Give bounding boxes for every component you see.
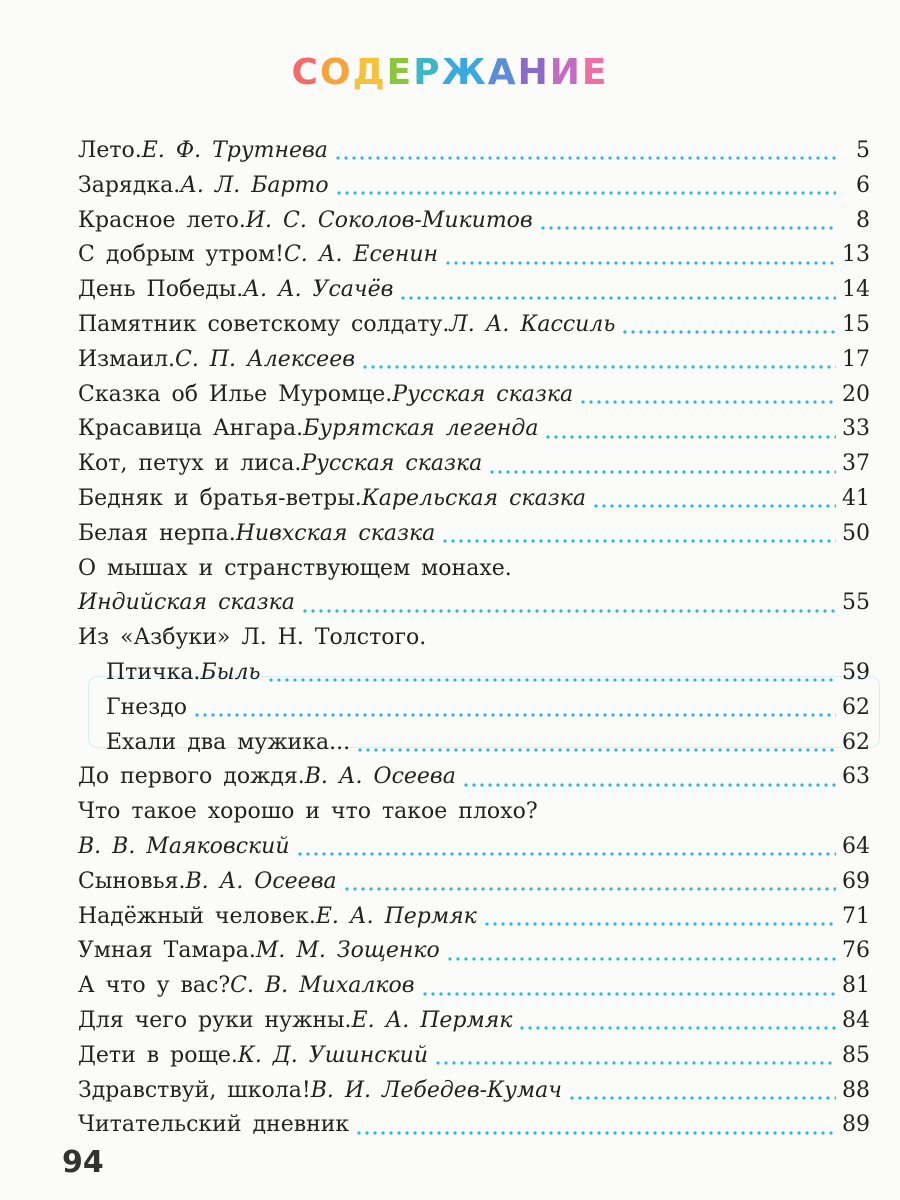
toc-entry-author: В. И. Лебедев-Кумач <box>310 1077 562 1103</box>
dot-leader <box>356 747 836 753</box>
title-letter: И <box>549 52 582 93</box>
toc-entry-title: Дети в роще. <box>78 1042 238 1068</box>
toc-entry-page: 50 <box>842 520 870 546</box>
toc-entry-title: Птичка. <box>106 659 201 685</box>
toc-entry-author: Нивхская сказка <box>235 520 436 546</box>
toc-entry-author: В. А. Осеева <box>185 868 337 894</box>
toc-entry-author: Русская сказка <box>301 451 483 477</box>
dot-leader <box>335 190 836 196</box>
toc-entry-page: 64 <box>842 833 870 859</box>
toc-entry-title: Здравствуй, школа! <box>78 1077 311 1103</box>
toc-entry-page: 63 <box>842 764 870 790</box>
toc-entry-author: В. А. Осеева <box>304 764 456 790</box>
dot-leader <box>462 782 836 788</box>
toc-entry[interactable] <box>78 238 870 273</box>
toc-entry[interactable] <box>78 447 870 482</box>
dot-leader <box>621 329 836 335</box>
dot-leader <box>421 991 836 997</box>
dot-leader <box>301 608 836 614</box>
toc-entry-author: С. П. Алексеев <box>175 346 356 372</box>
toc-entry-heading: Что такое хорошо и что такое плохо? <box>78 799 538 825</box>
toc-entry[interactable] <box>78 865 870 900</box>
dot-leader <box>267 677 836 683</box>
toc-entry-page: 8 <box>856 207 870 233</box>
toc-entry[interactable] <box>78 552 870 587</box>
dot-leader <box>539 225 836 231</box>
page-title <box>0 52 900 93</box>
toc-entry-author: А. А. Усачёв <box>243 277 394 303</box>
toc-entry[interactable] <box>78 900 870 935</box>
toc-entry-title: Красное лето. <box>78 207 246 233</box>
toc-entry-page: 15 <box>842 311 870 337</box>
dot-leader <box>361 364 836 370</box>
toc-entry-page: 59 <box>842 659 870 685</box>
title-letter: Н <box>517 52 550 93</box>
toc-entry-title: Сыновья. <box>78 868 186 894</box>
toc-entry[interactable] <box>78 760 870 795</box>
toc-entry-page: 88 <box>842 1077 870 1103</box>
title-letter: О <box>319 52 353 93</box>
toc-entry-author: А. Л. Барто <box>180 172 329 198</box>
toc-entry-page: 41 <box>842 485 870 511</box>
toc-entry[interactable] <box>78 1039 870 1074</box>
dot-leader <box>518 1025 836 1031</box>
toc-entry-title: Сказка об Илье Муромце. <box>78 381 393 407</box>
toc-entry-author: Е. Ф. Трутнева <box>141 138 328 163</box>
dot-leader <box>434 1060 836 1066</box>
toc-entry[interactable] <box>78 308 870 343</box>
toc-entry-page: 89 <box>842 1112 870 1138</box>
dot-leader <box>568 1095 836 1101</box>
toc-entry-author: Л. А. Кассиль <box>449 311 616 337</box>
toc-entry-title: Гнездо <box>106 694 188 720</box>
dot-leader <box>399 295 836 301</box>
toc-entry[interactable] <box>78 830 870 865</box>
toc-entry-author: И. С. Соколов-Микитов <box>245 207 533 233</box>
title-letter: Ж <box>441 52 488 93</box>
dot-leader <box>444 260 836 266</box>
toc-entry-title: Памятник советскому солдату. <box>78 311 450 337</box>
toc-entry[interactable] <box>78 726 870 761</box>
toc-entry-author: Е. А. Пермяк <box>351 1007 513 1033</box>
toc-entry[interactable] <box>78 795 870 830</box>
toc-entry[interactable] <box>78 969 870 1004</box>
dot-leader <box>343 886 836 892</box>
toc-entry-page: 81 <box>842 973 870 999</box>
dot-leader <box>296 851 837 857</box>
dot-leader <box>579 399 836 405</box>
toc-entry[interactable] <box>78 656 870 691</box>
dot-leader <box>355 1130 836 1136</box>
toc-entry-title: До первого дождя. <box>78 764 305 790</box>
toc-entry-page: 5 <box>856 138 870 163</box>
toc-entry-author: Бурятская легенда <box>303 416 539 442</box>
dot-leader <box>193 712 836 718</box>
toc-entry-author: С. А. Есенин <box>283 242 438 268</box>
toc-entry[interactable] <box>78 273 870 308</box>
toc-entry[interactable] <box>78 1074 870 1109</box>
toc-entry-heading: Из «Азбуки» Л. Н. Толстого. <box>78 625 427 651</box>
toc-entry[interactable] <box>78 378 870 413</box>
toc-entry-page: 14 <box>842 277 870 303</box>
title-letter: Р <box>413 52 442 93</box>
toc-entry-title: Лето. <box>78 138 142 163</box>
toc-entry-author: Индийская сказка <box>78 590 295 616</box>
toc-entry-title: Измаил. <box>78 346 176 372</box>
toc-entry[interactable] <box>78 691 870 726</box>
toc-entry-title: С добрым утром! <box>78 242 284 268</box>
toc-entry-page: 69 <box>842 868 870 894</box>
toc-entry-page: 85 <box>842 1042 870 1068</box>
toc-entry-page: 71 <box>842 903 870 929</box>
toc-entry-page: 6 <box>856 172 870 198</box>
dot-leader <box>441 538 836 544</box>
toc-entry-title: Для чего руки нужны. <box>78 1007 352 1033</box>
toc-entry-author: Быль <box>200 659 261 685</box>
toc-entry-page: 84 <box>842 1007 870 1033</box>
page-number: 94 <box>62 1145 104 1180</box>
toc-entry-author: Е. А. Пермяк <box>315 903 477 929</box>
title-letter: А <box>487 52 518 93</box>
toc-entry[interactable] <box>78 934 870 969</box>
toc-entry-page: 33 <box>842 416 870 442</box>
title-letter: Е <box>386 52 414 93</box>
toc-entry-page: 20 <box>842 381 870 407</box>
toc-entry[interactable] <box>78 1004 870 1039</box>
toc-entry-page: 62 <box>842 729 870 755</box>
title-letter: Д <box>352 52 387 93</box>
toc-entry-title: Читательский дневник <box>78 1112 350 1138</box>
toc-entry-title: Ехали два мужика... <box>106 729 351 755</box>
toc-entry[interactable] <box>78 134 870 169</box>
toc-entry[interactable] <box>78 412 870 447</box>
dot-leader <box>544 434 836 440</box>
dot-leader <box>592 503 836 509</box>
toc-entry-author: М. М. Зощенко <box>255 938 440 964</box>
toc-entry[interactable] <box>78 482 870 517</box>
toc-entry-page: 76 <box>842 938 870 964</box>
toc-entry-author: С. В. Михалков <box>230 973 415 999</box>
toc-entry-page: 13 <box>842 242 870 268</box>
toc-entry-page: 55 <box>842 590 870 616</box>
toc-entry-page: 62 <box>842 694 870 720</box>
toc-entry-title: Надёжный человек. <box>78 903 316 929</box>
toc-entry[interactable] <box>78 586 870 621</box>
toc-entry-title: Красавица Ангара. <box>78 416 304 442</box>
toc-entry-author: Русская сказка <box>392 381 574 407</box>
title-letter: Е <box>581 52 609 93</box>
toc-entry-title: Белая нерпа. <box>78 520 236 546</box>
toc-entry[interactable] <box>78 517 870 552</box>
table-of-contents <box>78 134 870 1143</box>
toc-entry-title: Бедняк и братья-ветры. <box>78 485 362 511</box>
toc-entry[interactable] <box>78 343 870 378</box>
toc-entry-heading: О мышах и странствующем монахе. <box>78 555 512 581</box>
toc-entry-author: В. В. Маяковский <box>78 833 290 859</box>
toc-entry-author: Карельская сказка <box>361 485 586 511</box>
toc-entry[interactable] <box>78 1108 870 1143</box>
toc-entry-title: Кот, петух и лиса. <box>78 451 302 477</box>
toc-entry-title: Зарядка. <box>78 172 181 198</box>
toc-entry-title: Умная Тамара. <box>78 938 256 964</box>
dot-leader <box>334 155 836 161</box>
dot-leader <box>483 921 836 927</box>
toc-entry[interactable] <box>78 169 870 204</box>
toc-entry[interactable] <box>78 204 870 239</box>
dot-leader <box>446 956 836 962</box>
toc-entry-author: К. Д. Ушинский <box>237 1042 428 1068</box>
dot-leader <box>488 469 836 475</box>
toc-entry[interactable] <box>78 621 870 656</box>
title-letter: С <box>291 52 320 93</box>
toc-entry-title: День Победы. <box>78 277 244 303</box>
toc-entry-title: А что у вас? <box>78 973 231 999</box>
toc-entry-page: 37 <box>842 451 870 477</box>
toc-entry-page: 17 <box>842 346 870 372</box>
